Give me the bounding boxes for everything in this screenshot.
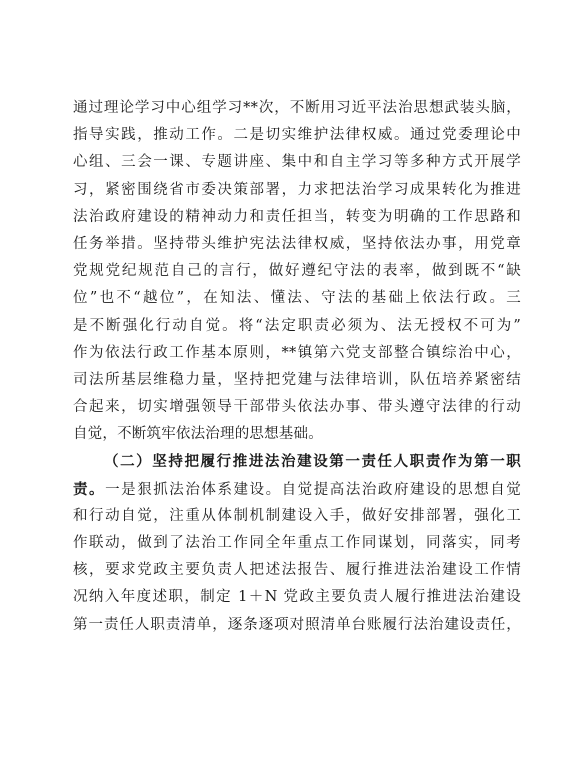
text-line: 况纳入年度述职，制定 1＋N 党政主要负责人履行推进法治建设 [73,589,521,606]
text-line: 通过理论学习中心组学习**次，不断用习近平法治思想武装头脑， [73,100,521,116]
text-line: 是不断强化行动自觉。将“法定职责必须为、法无授权不可为” [73,317,521,334]
section-heading-tail: 责。 [73,480,106,498]
text-line: 合起来，切实增强领导干部带头依法办事、带头遵守法律的行动 [73,399,521,416]
text-line: 指导实践，推动工作。二是切实维护法律权威。通过党委理论中 [73,127,521,144]
text-line [73,476,521,503]
text-line: 司法所基层维稳力量，坚持把党建与法律培训，队伍培养紧密结 [73,371,521,388]
text-line: 核，要求党政主要负责人把述法报告、履行推进法治建设工作情 [73,562,521,579]
text-line: 党规党纪规范自己的言行，做好遵纪守法的表率，做到既不“缺 [73,263,521,280]
text-line: 第一责任人职责清单，逐条逐项对照清单台账履行法治建设责任， [73,616,521,633]
text-line: 作联动，做到了法治工作同全年重点工作同谋划，同落实，同考 [73,535,521,551]
text-line: 法治政府建设的精神动力和责任担当，转变为明确的工作思路和 [73,208,521,225]
text-line: 心组、三会一课、专题讲座、集中和自主学习等多种方式开展学 [73,154,521,171]
section-heading: （二）坚持把履行推进法治建设第一责任人职责作为第一职 [104,453,521,471]
text-line: 习，紧密围绕省市委决策部署，力求把法治学习成果转化为推进 [73,181,521,198]
paragraph-rule-of-law-study [73,95,521,448]
text-line-rest: 一是狠抓法治体系建设。自觉提高法治政府建设的思想自觉 [105,481,522,498]
document-page [73,95,521,639]
text-line: 作为依法行政工作基本原则，**镇第六党支部整合镇综治中心， [73,344,521,361]
paragraph-first-responsibility [73,448,521,638]
text-line: 位”也不“越位”，在知法、懂法、守法的基础上依法行政。三 [73,290,521,307]
text-line: 和行动自觉，注重从体制机制建设入手，做好安排部署，强化工 [73,507,521,524]
text-line: 自觉，不断筑牢依法治理的思想基础。 [73,426,323,443]
text-line: 任务举措。坚持带头维护宪法法律权威，坚持依法办事，用党章 [73,235,521,252]
